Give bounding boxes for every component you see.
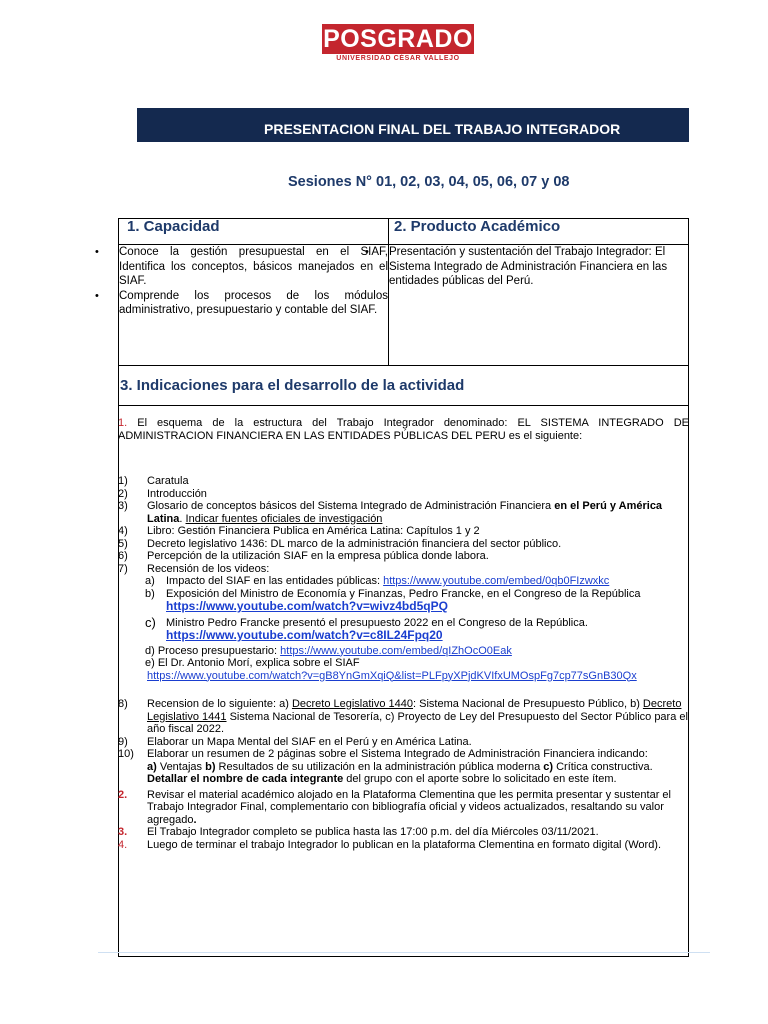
item-text-plain: Sistema Nacional de Tesorería, c) Proyecto de Ley del Presupuesto del Sector Público para el año fiscal 2022. [147, 710, 688, 735]
posgrado-logo [322, 24, 474, 64]
paragraph-text: El esquema de la estructura del Trabajo Integrador denominado: EL SISTEMA INTEGRADO DE ADMINISTRACION FINANCIERA EN LAS ENTIDADES PÚBLICAS DEL PERU es el siguiente: [118, 417, 689, 442]
list-item [118, 525, 689, 538]
item-text-dot: . [179, 512, 186, 525]
item-text: Elaborar un Mapa Mental del SIAF en el Perú y en América Latina. [147, 735, 472, 748]
item-number: 3) [118, 500, 128, 512]
list-item [118, 563, 689, 576]
table-header-row [119, 219, 688, 245]
video-link-b[interactable]: https://www.youtube.com/watch?v=wivz4bd5qPQ [166, 599, 448, 613]
list-item [118, 538, 689, 551]
table-body-row [119, 245, 688, 366]
paragraph-number: 4. [118, 838, 128, 851]
item-text-underlined: Decreto Legislativo 1441 [147, 698, 682, 723]
video-label: b) [145, 587, 155, 600]
item-number: 2) [118, 487, 128, 500]
capacidad-cell [119, 245, 389, 365]
video-link-d[interactable]: https://www.youtube.com/embed/qIZhOcO0Eak [280, 644, 512, 657]
video-item-d [145, 645, 689, 658]
item-text-plain: Recension de lo siguiente: a) [147, 698, 292, 710]
item-text: Decreto legislativo 1436: DL marco de la administración financiera del sector público. [147, 537, 562, 550]
item-text-plain: Glosario de conceptos básicos del Sistema Integrado de Administración Financiera [147, 500, 555, 512]
item-number: 1) [118, 475, 128, 487]
paragraph-text: El Trabajo Integrador completo se publica hasta las 17:00 p.m. del día Miércoles 03/11/2021. [147, 826, 599, 838]
page-divider [98, 952, 710, 953]
list-item: • Presentación y sustentación del Trabajo Integrador: El Sistema Integrado de Administración Financiera en las entidades públicas del Perú. [389, 245, 688, 289]
paragraph-2 [118, 789, 689, 827]
sessions-heading: Sesiones N° 01, 02, 03, 04, 05, 06, 07 y 08 [288, 174, 570, 190]
item-number: 9) [118, 735, 128, 748]
video-link-e[interactable]: https://www.youtube.com/watch?v=gB8YnGmXqiQ&list=PLFpyXPjdKVIfxUMOspFg7cp77sGnB30Qx [147, 669, 637, 682]
video-item-c: c) Ministro Pedro Francke presentó el presupuesto 2022 en el Congreso de la República. https://www.youtube.com/watch?v=c8IL24Fpq20 [145, 614, 588, 642]
paragraph-number: 1. [118, 417, 128, 429]
video-text: d) Proceso presupuestario: [145, 644, 281, 657]
paragraph-number: 3. [118, 826, 128, 838]
item-text-plain: Elaborar un resumen de 2 páginas sobre el Sistema Integrado de Administración Financiera indicando: [147, 748, 648, 760]
instructions-content [118, 417, 689, 851]
video-link-c[interactable]: https://www.youtube.com/watch?v=c8IL24Fpq20 [166, 628, 443, 642]
list-item [118, 748, 689, 786]
producto-cell [389, 245, 688, 365]
video-label: a) [145, 575, 155, 587]
item-text [147, 748, 653, 786]
item-number: 6) [118, 550, 128, 562]
producto-list [389, 245, 688, 289]
section3-title: 3. Indicaciones para el desarrollo de la actividad [120, 377, 465, 394]
paragraph-1 [118, 417, 689, 442]
list-item [118, 488, 689, 501]
item-text [147, 500, 689, 525]
video-item-e [145, 657, 689, 682]
item-text-bold: c) [543, 760, 554, 773]
item-text: Libro: Gestión Financiera Publica en América Latina: Capítulos 1 y 2 [147, 525, 480, 537]
paragraph-dot: . [193, 813, 197, 826]
item-number: 5) [118, 537, 128, 550]
item-text: Caratula [147, 475, 189, 487]
list-item [118, 550, 689, 563]
paragraph-text: Luego de terminar el trabajo Integrador lo publican en la plataforma Clementina en formato digital (Word). [147, 838, 662, 851]
item-text: Introducción [147, 487, 207, 500]
list-item [118, 500, 689, 525]
list-item [118, 475, 689, 488]
video-text: e) El Dr. Antonio Morí, explica sobre el SIAF [145, 657, 360, 669]
video-link-a[interactable]: https://www.youtube.com/embed/0qb0FIzwxkc [383, 575, 610, 587]
item-text-bold: en el Perú y América Latina [147, 500, 663, 525]
item-number: 7) [118, 562, 128, 575]
item-text-underlined: Indicar fuentes oficiales de investigación [185, 512, 383, 525]
producto-header: 2. Producto Académico [394, 218, 561, 235]
video-label: c) [145, 614, 156, 630]
document-title: PRESENTACION FINAL DEL TRABAJO INTEGRADOR [264, 121, 621, 137]
item-text-bold: a) [147, 760, 157, 773]
item-text-bold: Detallar el nombre de cada integrante [147, 773, 344, 785]
paragraph-3 [118, 826, 689, 839]
logo-sub-text: UNIVERSIDAD CÉSAR VALLEJO [336, 55, 460, 62]
video-text: Ministro Pedro Francke presentó el presupuesto 2022 en el Congreso de la República [166, 616, 585, 629]
item-number: 8) [118, 698, 128, 710]
item-text [147, 698, 689, 736]
item-text-plain: Ventajas [156, 760, 206, 773]
item-text-plain: Resultados de su utilización en la administración pública moderna [215, 760, 544, 773]
list-item [118, 736, 689, 749]
item-number: 4) [118, 525, 128, 537]
paragraph-4 [118, 839, 689, 852]
video-item-a [145, 575, 689, 588]
item-text-bold: b) [205, 760, 216, 773]
video-text: Exposición del Ministro de Economía y Finanzas, Pedro Francke, en el Congreso de la República [166, 587, 641, 600]
capacidad-header: 1. Capacidad [119, 219, 389, 244]
list-item: • Comprende los procesos de los módulos administrativo, presupuestario y contable del SIAF. [119, 289, 388, 318]
item-text-underlined: Decreto Legislativo 1440 [291, 698, 414, 710]
section3-row [119, 366, 688, 406]
item-text-plain: del grupo con el aporte sobre lo solicitado en este ítem. [343, 773, 617, 785]
item-text-plain: Crítica constructiva. [553, 760, 653, 773]
list-item [118, 698, 689, 736]
item-number: 10) [118, 748, 134, 760]
logo-main-text: POSGRADO [323, 25, 473, 53]
paragraph-number: 2. [118, 788, 128, 801]
item-text-plain: : Sistema Nacional de Presupuesto Público, b) [413, 698, 643, 710]
video-item-b [145, 588, 689, 614]
paragraph-text: Revisar el material académico alojado en la Plataforma Clementina que les permita presentar y sustentar el Trabajo Integrador Final, complementario con bibliografía oficial y videos actualizados, resaltando su valor agregado [147, 788, 671, 826]
item-text: Recensión de los videos: [147, 562, 270, 575]
video-text: Impacto del SIAF en las entidades públicas: [166, 575, 384, 587]
item-text: Percepción de la utilización SIAF en la empresa pública donde labora. [147, 550, 489, 562]
list-item: • Conoce la gestión presupuestal en el SIAF, Identifica los conceptos, básicos manejados en el SIAF. [119, 245, 388, 289]
capacidad-list [119, 245, 388, 318]
video-list [118, 575, 689, 682]
